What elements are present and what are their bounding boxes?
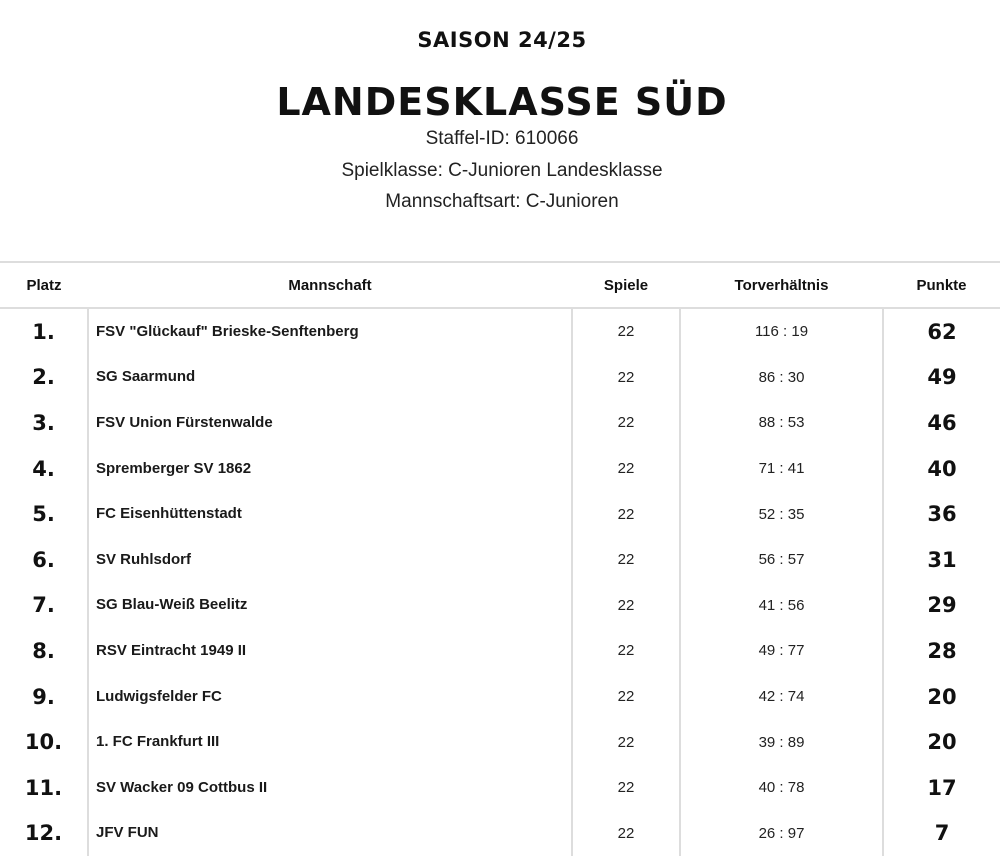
games-cell: 22 <box>572 765 680 811</box>
points-cell: 36 <box>883 491 1000 537</box>
team-name: RSV Eintracht 1949 II <box>96 641 247 659</box>
staffel-id: Staffel-ID: 610066 <box>425 128 579 149</box>
team-name: FSV Union Fürstenwalde <box>96 413 273 431</box>
goals-cell: 116 : 19 <box>680 308 883 355</box>
table-row <box>0 583 1000 629</box>
team-cell <box>88 491 572 537</box>
goals-cell: 39 : 89 <box>680 719 883 765</box>
goals-cell: 88 : 53 <box>680 400 883 446</box>
points-cell: 17 <box>883 765 1000 811</box>
team-cell <box>88 400 572 446</box>
column-header-torverhaeltnis: Torverhältnis <box>680 262 883 308</box>
team-cell <box>88 537 572 583</box>
points-cell: 28 <box>883 628 1000 674</box>
rank-cell: 9. <box>32 684 55 709</box>
team-cell <box>88 628 572 674</box>
rank-cell: 10. <box>24 730 63 755</box>
table-row <box>0 811 1000 857</box>
table-row <box>0 400 1000 446</box>
team-cell <box>88 446 572 492</box>
games-cell: 22 <box>572 583 680 629</box>
rank-cell: 4. <box>32 456 55 481</box>
goals-cell: 52 : 35 <box>680 491 883 537</box>
column-header-punkte: Punkte <box>883 262 1000 308</box>
points-cell: 40 <box>883 446 1000 492</box>
table-row <box>0 355 1000 401</box>
rank-cell: 7. <box>32 593 55 618</box>
games-cell: 22 <box>572 355 680 401</box>
table-body <box>0 308 1000 856</box>
goals-cell: 49 : 77 <box>680 628 883 674</box>
games-cell: 22 <box>572 628 680 674</box>
team-cell <box>88 308 572 355</box>
games-cell: 22 <box>572 811 680 857</box>
team-cell <box>88 355 572 401</box>
games-cell: 22 <box>572 537 680 583</box>
table-row <box>0 765 1000 811</box>
table-row <box>0 628 1000 674</box>
goals-cell: 26 : 97 <box>680 811 883 857</box>
rank-cell: 11. <box>24 775 63 800</box>
points-cell: 62 <box>883 308 1000 355</box>
rank-cell: 8. <box>32 638 55 663</box>
team-name: FSV "Glückauf" Brieske-Senftenberg <box>96 322 359 340</box>
table-row <box>0 537 1000 583</box>
games-cell: 22 <box>572 446 680 492</box>
table-header <box>0 262 1000 308</box>
table-row <box>0 674 1000 720</box>
games-cell: 22 <box>572 674 680 720</box>
team-name: Spremberger SV 1862 <box>96 459 252 477</box>
rank-cell: 2. <box>32 365 55 390</box>
points-cell: 7 <box>883 811 1000 857</box>
rank-cell: 3. <box>32 410 55 435</box>
team-name: SG Saarmund <box>96 368 196 386</box>
mannschaftsart: Mannschaftsart: C-Junioren <box>385 191 619 212</box>
spielklasse: Spielklasse: C-Junioren Landesklasse <box>341 160 663 181</box>
team-name: Ludwigsfelder FC <box>96 687 222 705</box>
goals-cell: 40 : 78 <box>680 765 883 811</box>
column-header-mannschaft: Mannschaft <box>88 262 572 308</box>
points-cell: 31 <box>883 537 1000 583</box>
team-name: SV Ruhlsdorf <box>96 550 192 568</box>
rank-cell: 12. <box>24 821 63 846</box>
header-row <box>0 262 1000 308</box>
team-cell <box>88 811 572 857</box>
league-title: LANDESKLASSE SÜD <box>276 80 728 124</box>
goals-cell: 86 : 30 <box>680 355 883 401</box>
goals-cell: 71 : 41 <box>680 446 883 492</box>
games-cell: 22 <box>572 491 680 537</box>
games-cell: 22 <box>572 719 680 765</box>
column-header-platz: Platz <box>0 262 88 308</box>
team-cell <box>88 583 572 629</box>
team-cell <box>88 719 572 765</box>
points-cell: 29 <box>883 583 1000 629</box>
team-name: 1. FC Frankfurt III <box>96 733 220 751</box>
points-cell: 49 <box>883 355 1000 401</box>
standings-table <box>0 261 1000 856</box>
games-cell: 22 <box>572 308 680 355</box>
team-name: SG Blau-Weiß Beelitz <box>96 596 248 614</box>
team-name: FC Eisenhüttenstadt <box>96 505 242 523</box>
goals-cell: 56 : 57 <box>680 537 883 583</box>
points-cell: 46 <box>883 400 1000 446</box>
column-header-spiele: Spiele <box>572 262 680 308</box>
season-title: SAISON 24/25 <box>417 28 587 52</box>
rank-cell: 6. <box>32 547 55 572</box>
team-cell <box>88 765 572 811</box>
table-row <box>0 308 1000 355</box>
rank-cell: 5. <box>32 502 55 527</box>
team-cell <box>88 674 572 720</box>
table-row <box>0 446 1000 492</box>
points-cell: 20 <box>883 719 1000 765</box>
goals-cell: 42 : 74 <box>680 674 883 720</box>
team-name: JFV FUN <box>96 824 159 842</box>
table-row <box>0 719 1000 765</box>
games-cell: 22 <box>572 400 680 446</box>
goals-cell: 41 : 56 <box>680 583 883 629</box>
rank-cell: 1. <box>32 319 55 344</box>
table-row <box>0 491 1000 537</box>
points-cell: 20 <box>883 674 1000 720</box>
team-name: SV Wacker 09 Cottbus II <box>96 778 268 796</box>
